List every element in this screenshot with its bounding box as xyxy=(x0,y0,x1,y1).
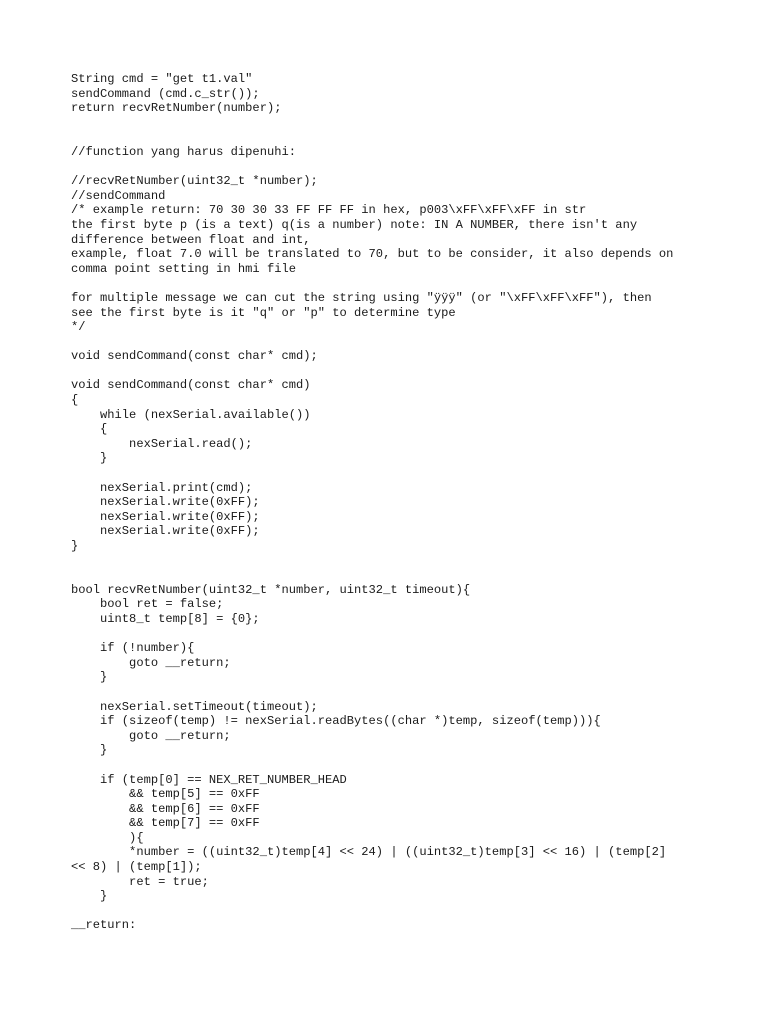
code-line: String cmd = "get t1.val" xyxy=(71,72,253,86)
code-line: comma point setting in hmi file xyxy=(71,261,296,276)
code-line: } xyxy=(71,743,108,758)
code-line: bool recvRetNumber(uint32_t *number, uint32_t timeout){ xyxy=(71,582,471,597)
code-line xyxy=(71,116,751,131)
code-line xyxy=(71,466,751,481)
code-line: && temp[5] == 0xFF xyxy=(71,787,260,802)
code-line: see the first byte is it "q" or "p" to determine type xyxy=(71,305,456,320)
code-block xyxy=(71,72,751,933)
code-line: { xyxy=(71,393,79,408)
code-line: for multiple message we can cut the string using "ÿÿÿ" (or "\xFF\xFF\xFF"), then xyxy=(71,290,652,305)
code-line: while (nexSerial.available()) xyxy=(71,407,311,422)
code-line: << 8) | (temp[1]); xyxy=(71,860,202,875)
code-line: } xyxy=(71,889,108,904)
code-line: } xyxy=(71,451,108,466)
code-line: //function yang harus dipenuhi: xyxy=(71,144,296,159)
code-line: ret = true; xyxy=(71,874,209,889)
code-line: && temp[6] == 0xFF xyxy=(71,801,260,816)
code-line: nexSerial.print(cmd); xyxy=(71,480,253,495)
code-line xyxy=(71,130,751,145)
code-line: void sendCommand(const char* cmd) xyxy=(71,378,311,393)
code-line: ){ xyxy=(71,830,144,845)
code-line: /* example return: 70 30 30 33 FF FF FF in hex, p003\xFF\xFF\xFF in str xyxy=(71,203,587,218)
code-line: if (!number){ xyxy=(71,641,195,656)
code-line xyxy=(71,685,751,700)
code-line: the first byte p (is a text) q(is a number) note: IN A NUMBER, there isn't any xyxy=(71,217,638,232)
code-line: //recvRetNumber(uint32_t *number); xyxy=(71,174,318,189)
code-line: sendCommand (cmd.c_str()); xyxy=(71,86,260,101)
code-line xyxy=(71,364,751,379)
code-line: difference between float and int, xyxy=(71,232,311,247)
code-line xyxy=(71,627,751,642)
code-line: example, float 7.0 will be translated to 70, but to be consider, it also depends on xyxy=(71,247,674,262)
code-line: nexSerial.write(0xFF); xyxy=(71,495,260,510)
code-line: { xyxy=(71,422,108,437)
code-line: if (temp[0] == NEX_RET_NUMBER_HEAD xyxy=(71,772,347,787)
code-line: goto __return; xyxy=(71,655,231,670)
code-line: __return: xyxy=(71,918,137,933)
code-line xyxy=(71,758,751,773)
code-line xyxy=(71,904,751,919)
code-line: goto __return; xyxy=(71,728,231,743)
code-line xyxy=(71,276,751,291)
code-line: uint8_t temp[8] = {0}; xyxy=(71,611,260,626)
code-line: bool ret = false; xyxy=(71,597,224,612)
code-line: } xyxy=(71,670,108,685)
code-line: nexSerial.write(0xFF); xyxy=(71,524,260,539)
code-line: && temp[7] == 0xFF xyxy=(71,816,260,831)
code-line: *number = ((uint32_t)temp[4] << 24) | ((uint32_t)temp[3] << 16) | (temp[2] xyxy=(71,845,667,860)
code-line: */ xyxy=(71,320,86,335)
code-line: //sendCommand xyxy=(71,188,166,203)
code-line xyxy=(71,160,751,175)
code-line: return recvRetNumber(number); xyxy=(71,101,282,116)
code-line xyxy=(71,335,751,350)
code-line: if (sizeof(temp) != nexSerial.readBytes((char *)temp, sizeof(temp))){ xyxy=(71,714,601,729)
code-line xyxy=(71,568,751,583)
code-line: void sendCommand(const char* cmd); xyxy=(71,349,318,364)
code-line: } xyxy=(71,539,79,553)
code-line xyxy=(71,554,751,569)
code-line: nexSerial.read(); xyxy=(71,436,253,451)
code-line: nexSerial.write(0xFF); xyxy=(71,509,260,524)
code-line: nexSerial.setTimeout(timeout); xyxy=(71,699,318,714)
